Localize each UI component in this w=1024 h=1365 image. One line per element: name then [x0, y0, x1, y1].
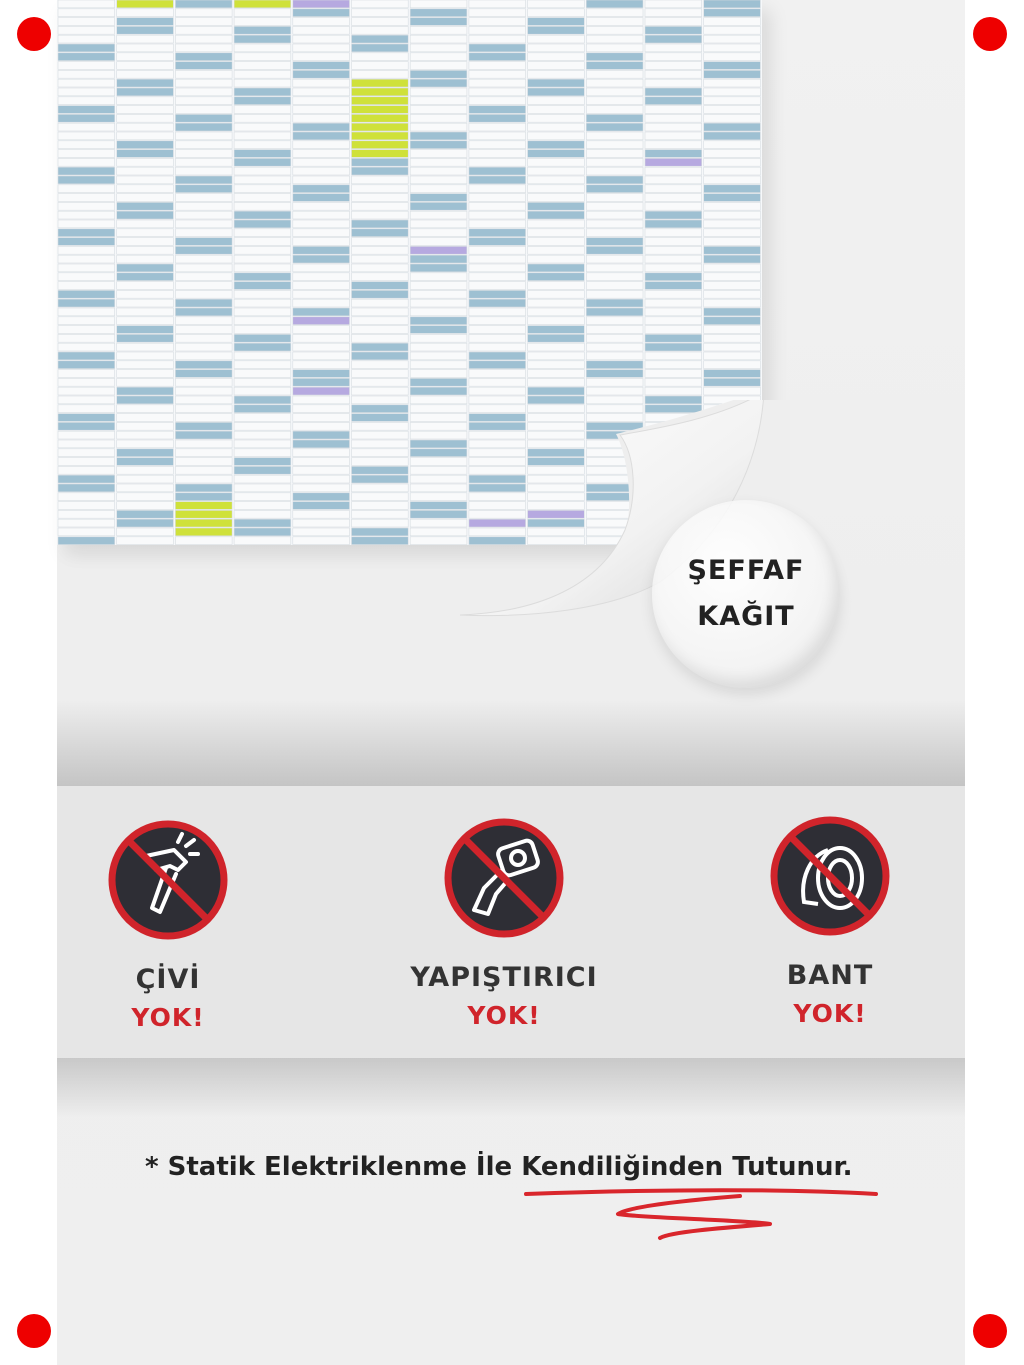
static-cling-note [145, 1152, 853, 1182]
feature-label: YAPIŞTIRICI [410, 962, 598, 993]
note-highlight: Kendiliğinden Tutunur [521, 1152, 843, 1182]
band-shadow-top [57, 700, 965, 788]
badge-line-2: KAĞIT [697, 601, 795, 632]
no-glue-gun-icon [444, 818, 564, 938]
corner-dot-top-right [973, 17, 1007, 51]
feature-no-nail [38, 820, 298, 1032]
badge-line-1: ŞEFFAF [687, 555, 805, 586]
corner-dot-bottom-right [973, 1314, 1007, 1348]
feature-status: YOK! [793, 999, 867, 1028]
corner-dot-bottom-left [17, 1314, 51, 1348]
feature-label: BANT [786, 960, 874, 991]
note-prefix: * Statik Elektriklenme İle [145, 1152, 522, 1182]
transparent-paper-badge [652, 500, 840, 688]
feature-status: YOK! [131, 1003, 205, 1032]
no-tape-icon [770, 816, 890, 936]
note-suffix: . [842, 1152, 853, 1182]
corner-dot-top-left [17, 17, 51, 51]
feature-label: ÇİVİ [135, 964, 201, 995]
feature-no-tape [700, 816, 960, 1028]
feature-no-glue [374, 818, 634, 1030]
no-hammer-icon [108, 820, 228, 940]
red-scribble-underline [520, 1180, 890, 1250]
feature-status: YOK! [467, 1001, 541, 1030]
band-shadow-bottom [57, 1058, 965, 1118]
